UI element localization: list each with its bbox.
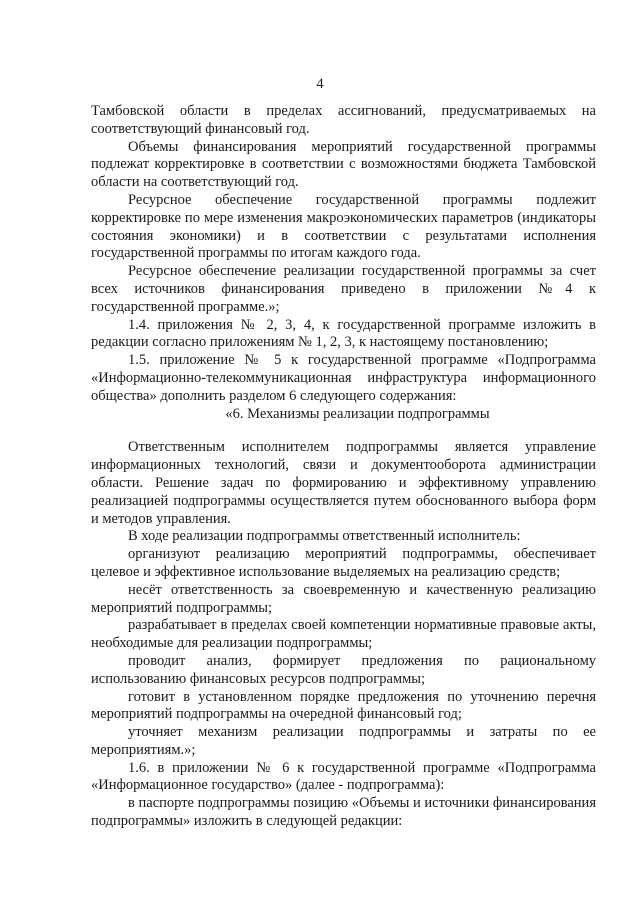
paragraph-duty-analysis: проводит анализ, формирует предложения по рациональному использованию финансовых ресурсов подпрограммы; [91,652,596,687]
paragraph-continuation: Тамбовской области в пределах ассигнований, предусматриваемых на соответствующий финансовый год. [91,103,596,137]
paragraph-passport: в паспорте подпрограммы позицию «Объемы и источники финансирования подпрограммы» изложить в следующей редакции: [91,795,596,830]
paragraph-item-1-4: 1.4. приложения № 2, 3, 4, к государственной программе изложить в редакции согласно приложениям № 1, 2, 3, к настоящему постановлению; [91,316,596,351]
paragraph-item-1-5: 1.5. приложение № 5 к государственной программе «Подпрограмма «Информационно-телекоммуникационная инфраструктура информационного общества» дополнить разделом 6 следующего содержания: [91,352,596,404]
paragraph-duty-organize: организуют реализацию мероприятий подпрограммы, обеспечивает целевое и эффективное использование выделяемых на реализацию средств; [91,546,596,580]
paragraph-duty-proposals: готовит в установленном порядке предложения по уточнению перечня мероприятий подпрограммы на очередной финансовый год; [91,688,596,723]
paragraph-duty-develop-acts: разрабатывает в пределах своей компетенции нормативные правовые акты, необходимые для реализации подпрограммы; [91,617,596,652]
paragraph-item-1-6: 1.6. в приложении № 6 к государственной программе «Подпрограмма «Информационное государство» (далее - подпрограмма): [91,759,596,794]
paragraph-duty-refine: уточняет механизм реализации подпрограммы и затраты по ее мероприятиям.»; [91,724,596,758]
document-body [91,103,596,831]
section-heading: «6. Механизмы реализации подпрограммы [225,405,490,422]
page-number: 4 [316,76,324,92]
paragraph-duty-responsibility: несёт ответственность за своевременную и качественную реализацию мероприятий подпрограммы; [91,581,596,616]
paragraph-resource-adjustment: Ресурсное обеспечение государственной программы подлежит корректировке по мере изменения макроэкономических параметров (индикаторы состояния экономики) и в соответствии с результатами исполнения государственной программы по итогам каждого года. [91,191,596,262]
paragraph-resource-sources: Ресурсное обеспечение реализации государственной программы за счет всех источников финансирования приведено в приложении №4 к государственной программе.»; [91,263,596,315]
paragraph-responsible-executor: Ответственным исполнителем подпрограммы является управление информационных технологий, связи и документооборота администрации области. Решение задач по формированию и эффективному управлению реализацией подпрограммы осуществляется путем обоснованного выбора форм и методов управления. [91,439,596,527]
paragraph-executor-duties-intro: В ходе реализации подпрограммы ответственный исполнитель: [128,528,521,545]
paragraph-funding-volumes: Объемы финансирования мероприятий государственной программы подлежат корректировке в соответствии с возможностями бюджета Тамбовской области на соответствующий год. [91,138,596,191]
